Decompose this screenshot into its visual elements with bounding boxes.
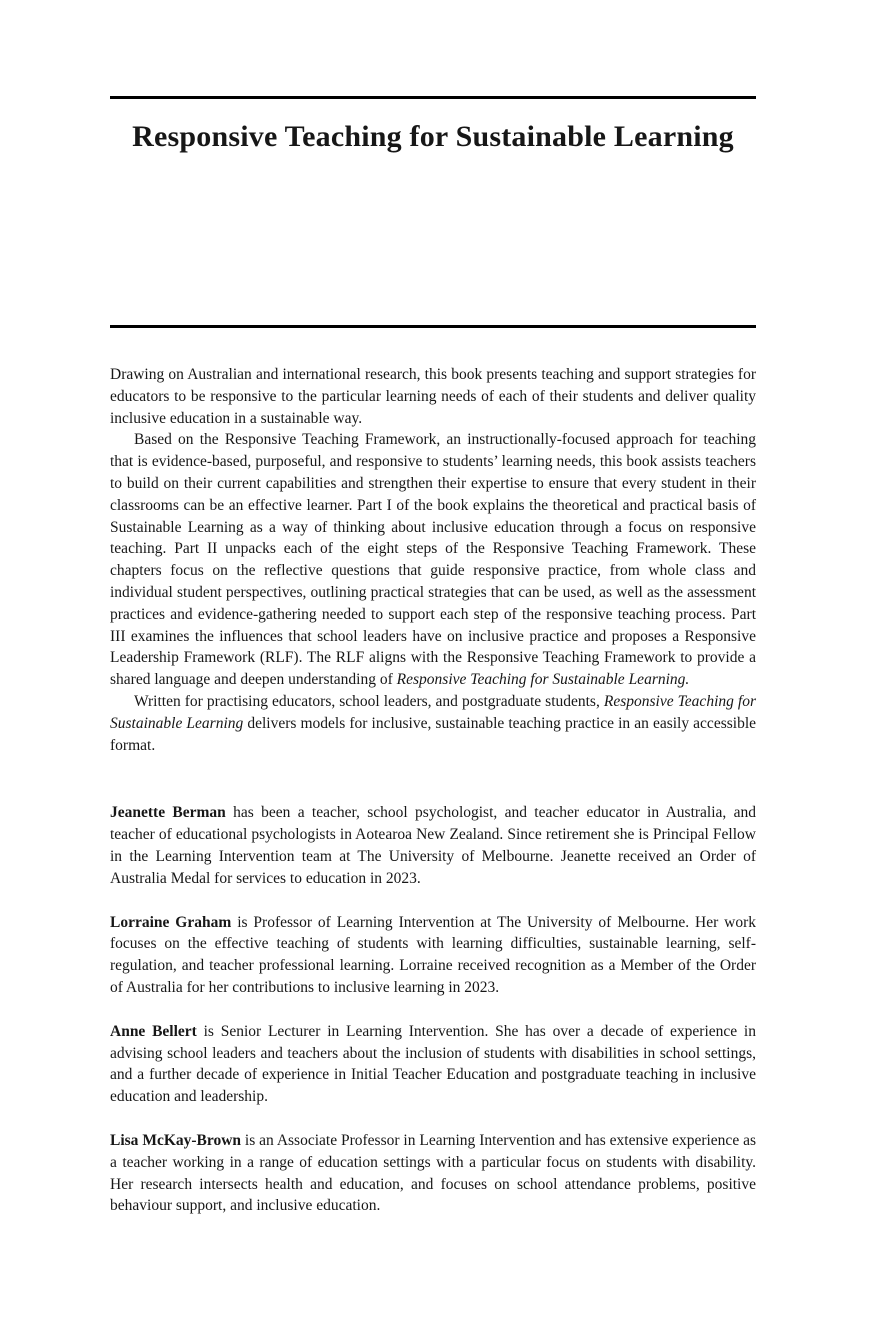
paragraph-text: delivers models for inclusive, sustainable teaching practice in an easily accessible format. xyxy=(110,714,756,754)
divider-rule xyxy=(110,325,756,328)
author-bios xyxy=(110,802,756,1217)
top-rule xyxy=(110,96,756,99)
author-bio-text: is an Associate Professor in Learning Intervention and has extensive experience as a teacher working in a range of education settings with a particular focus on students with disability. Her research intersects health and education, and focuses on school attendance problems, positive behaviour support, and inclusive education. xyxy=(110,1131,756,1215)
paragraph-text: Based on the Responsive Teaching Framework, an instructionally-focused approach for teaching that is evidence-based, purposeful, and responsive to students’ learning needs, this book assists teachers to build on their current capabilities and strengthen their expertise to ensure that every student in their classrooms can be an effective learner. Part I of the book explains the theoretical and practical basis of Sustainable Learning as a way of thinking about inclusive education through a focus on responsive teaching. Part II unpacks each of the eight steps of the Responsive Teaching Framework. These chapters focus on the reflective questions that guide responsive practice, from whole class and individual student perspectives, outlining practical strategies that can be used, as well as the assessment practices and evidence-gathering needed to support each step of the responsive teaching process. Part III examines the influences that school leaders have on inclusive practice and proposes a Responsive Leadership Framework (RLF). The RLF aligns with the Responsive Teaching Framework to provide a shared language and deepen understanding of xyxy=(110,431,756,689)
book-description xyxy=(110,364,756,756)
description-paragraph-1: Drawing on Australian and international research, this book presents teaching and support strategies for educators to be responsive to the particular learning needs of each of their students and deliver quality inclusive education in a sustainable way. xyxy=(110,366,756,427)
author-name: Jeanette Berman xyxy=(110,804,226,822)
description-paragraph-3 xyxy=(110,691,756,756)
author-bio xyxy=(110,1130,756,1217)
author-bio-text: is Senior Lecturer in Learning Intervention. She has over a decade of experience in advising school leaders and teachers about the inclusion of students with disabilities in school settings, and a further decade of experience in Initial Teacher Education and postgraduate teaching in inclusive education and leadership. xyxy=(110,1022,756,1106)
author-name: Lorraine Graham xyxy=(110,913,232,931)
author-bio xyxy=(110,1021,756,1108)
author-name: Anne Bellert xyxy=(110,1022,197,1040)
author-name: Lisa McKay-Brown xyxy=(110,1131,242,1149)
author-bio xyxy=(110,912,756,999)
book-title-italic: Responsive Teaching for Sustainable Learning. xyxy=(396,671,690,689)
author-bio xyxy=(110,802,756,889)
author-bio-text: is Professor of Learning Intervention at The University of Melbourne. Her work focuses on the effective teaching of students with learning difficulties, sustainable learning, self-regulation, and teacher professional learning. Lorraine received recognition as a Member of the Order of Australia for her contributions to inclusive learning in 2023. xyxy=(110,913,756,996)
paragraph-text: Written for practising educators, school leaders, and postgraduate students, xyxy=(134,692,604,710)
description-paragraph-2 xyxy=(110,429,756,691)
author-bio-text: has been a teacher, school psychologist, and teacher educator in Australia, and teacher of educational psychologists in Aotearoa New Zealand. Since retirement she is Principal Fellow in the Learning Intervention team at The University of Melbourne. Jeanette received an Order of Australia Medal for services to education in 2023. xyxy=(110,804,756,887)
book-title-italic: Responsive Teaching for Sustainable Learning xyxy=(110,692,756,732)
book-title: Responsive Teaching for Sustainable Learning xyxy=(132,120,734,153)
